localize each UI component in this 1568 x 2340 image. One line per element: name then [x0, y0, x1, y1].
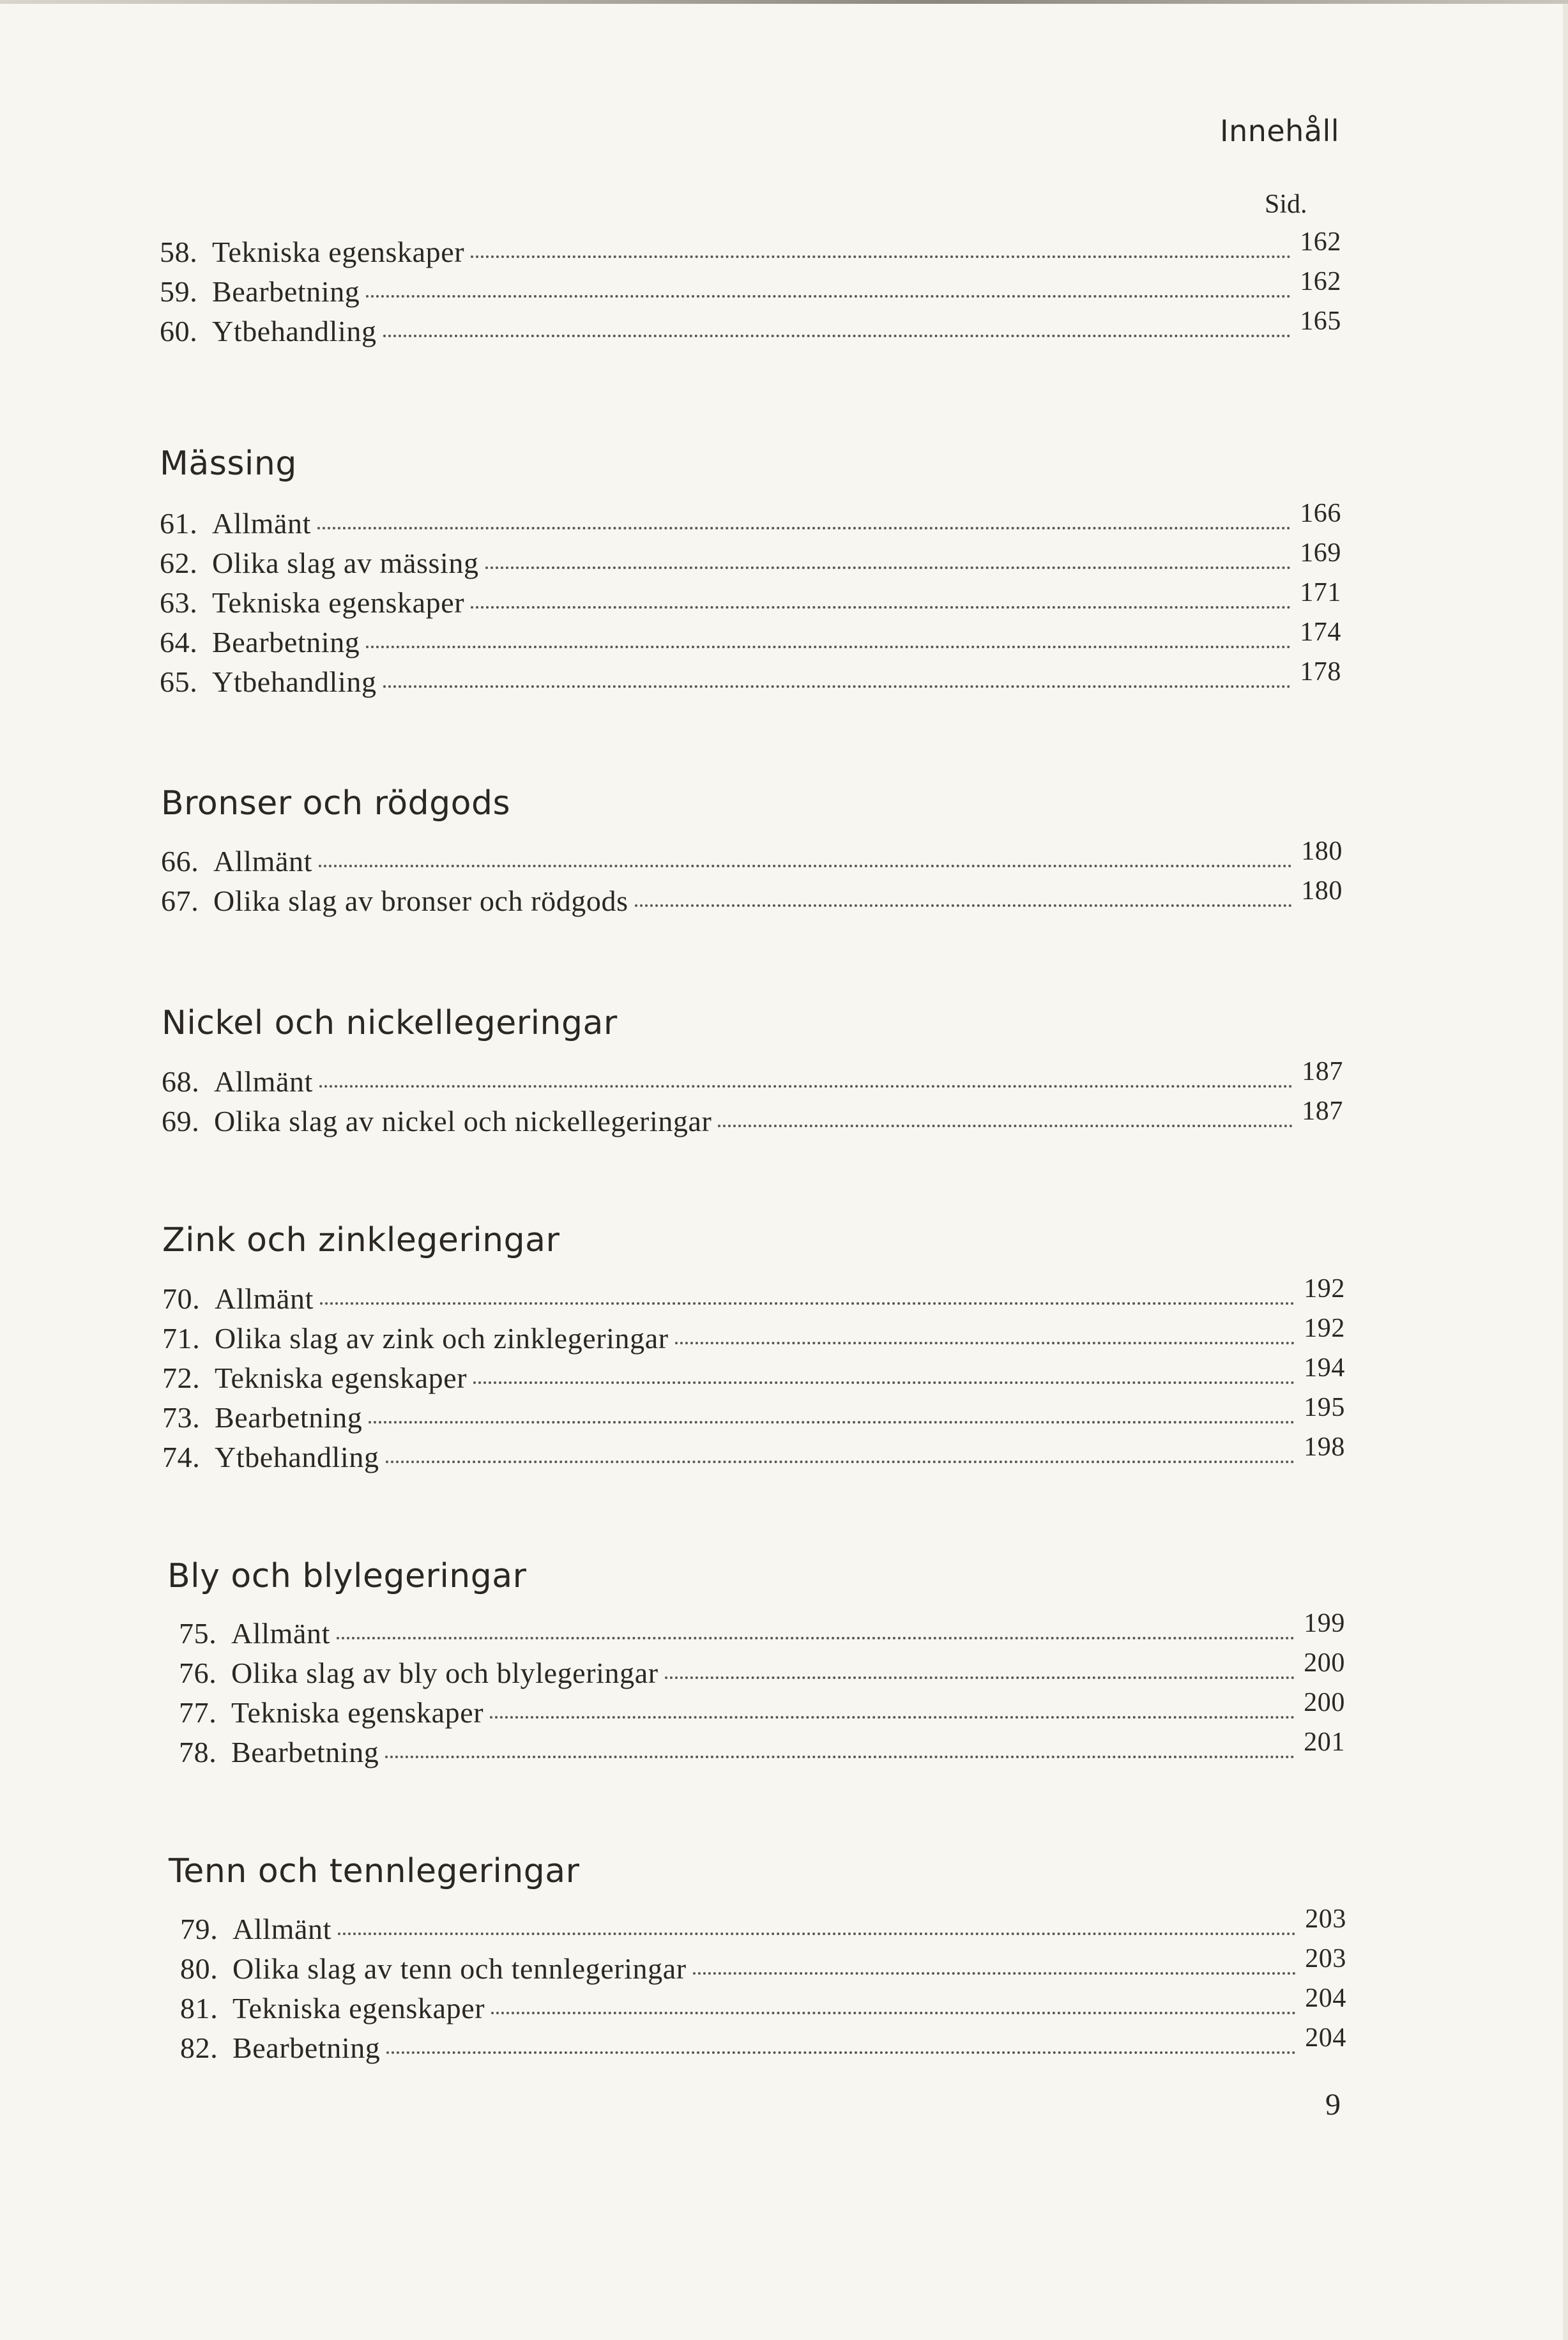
toc-entry[interactable] [179, 1609, 1345, 1656]
entry-page: 162 [1300, 267, 1341, 296]
entry-page: 174 [1300, 618, 1341, 647]
entry-page: 192 [1304, 1314, 1345, 1343]
page-column-label: Sid. [1265, 190, 1307, 219]
dot-leader [338, 1926, 1296, 1935]
entry-page: 204 [1305, 2023, 1346, 2053]
entry-page: 203 [1305, 1944, 1346, 1973]
dot-leader [485, 560, 1291, 569]
entry-title: Allmänt [232, 1913, 331, 1945]
entry-title: Bearbetning [231, 1736, 379, 1768]
section-heading-bronser: Bronser och rödgods [161, 784, 511, 823]
entry-number: 70. [162, 1282, 201, 1315]
section-heading-zink: Zink och zinklegeringar [162, 1221, 560, 1259]
toc-entry[interactable] [162, 1274, 1345, 1321]
toc-entry[interactable] [180, 1984, 1346, 2031]
entry-page: 194 [1304, 1353, 1345, 1383]
entry-number: 64. [160, 626, 198, 658]
toc-entry[interactable] [162, 1097, 1343, 1144]
entry-number: 80. [180, 1952, 218, 1985]
entry-page: 200 [1304, 1688, 1345, 1717]
toc-entry[interactable] [160, 578, 1341, 625]
toc-entry[interactable] [162, 1314, 1345, 1361]
entry-number: 81. [180, 1992, 218, 2025]
toc-entry[interactable] [161, 837, 1343, 884]
dot-leader [320, 1296, 1295, 1305]
toc-entry[interactable] [160, 307, 1341, 354]
dot-leader [471, 600, 1291, 609]
dot-leader [386, 1454, 1295, 1463]
dot-leader [471, 249, 1291, 258]
dot-leader [366, 639, 1291, 648]
entry-title: Allmänt [212, 507, 311, 540]
running-head: Innehåll [1220, 114, 1340, 148]
dot-leader [369, 1415, 1295, 1424]
entry-page: 201 [1304, 1728, 1345, 1757]
dot-leader [675, 1335, 1295, 1344]
page-top-edge [0, 0, 1568, 4]
dot-leader [317, 520, 1291, 529]
entry-number: 79. [180, 1913, 218, 1945]
entry-number: 60. [160, 315, 198, 347]
toc-entry[interactable] [160, 227, 1341, 275]
section-heading-massing: Mässing [160, 444, 297, 483]
entry-page: 187 [1302, 1057, 1343, 1086]
section-heading-tenn: Tenn och tennlegeringar [169, 1852, 580, 1890]
entry-number: 73. [162, 1401, 201, 1434]
toc-entry[interactable] [162, 1057, 1343, 1104]
dot-leader [366, 289, 1291, 298]
entry-page: 198 [1304, 1432, 1345, 1462]
entry-title: Olika slag av zink och zinklegeringar [215, 1322, 669, 1355]
dot-leader [491, 2005, 1296, 2014]
entry-title: Tekniska egenskaper [215, 1362, 468, 1394]
toc-entry[interactable] [162, 1432, 1345, 1480]
entry-number: 82. [180, 2032, 218, 2064]
entry-page: 204 [1305, 1984, 1346, 2013]
dot-leader [383, 679, 1291, 688]
entry-title: Ytbehandling [212, 315, 377, 347]
entry-page: 203 [1305, 1904, 1346, 1934]
dot-leader [490, 1710, 1295, 1719]
entry-title: Bearbetning [215, 1401, 363, 1434]
dot-leader [319, 1079, 1293, 1088]
entry-number: 62. [160, 547, 198, 579]
entry-number: 72. [162, 1362, 201, 1394]
entry-number: 58. [160, 236, 198, 268]
toc-entry[interactable] [180, 1944, 1346, 1991]
entry-title: Allmänt [215, 1282, 314, 1315]
entry-page: 200 [1304, 1648, 1345, 1678]
dot-leader [319, 858, 1292, 867]
entry-number: 59. [160, 275, 198, 308]
entry-number: 71. [162, 1322, 201, 1355]
entry-page: 169 [1300, 538, 1341, 568]
toc-entry[interactable] [162, 1393, 1345, 1440]
dot-leader [693, 1966, 1297, 1975]
toc-entry[interactable] [179, 1688, 1345, 1735]
entry-title: Ytbehandling [212, 665, 377, 698]
section-heading-nickel: Nickel och nickellegeringar [162, 1004, 618, 1042]
entry-number: 74. [162, 1441, 201, 1473]
dot-leader [383, 328, 1291, 337]
entry-number: 61. [160, 507, 198, 540]
entry-number: 66. [161, 845, 199, 878]
toc-entry[interactable] [179, 1728, 1345, 1775]
entry-number: 76. [179, 1657, 217, 1689]
entry-title: Olika slag av bly och blylegeringar [231, 1657, 658, 1689]
entry-page: 180 [1301, 876, 1343, 906]
toc-entry[interactable] [160, 499, 1341, 546]
entry-title: Allmänt [214, 1065, 313, 1098]
entry-number: 65. [160, 665, 198, 698]
toc-entry[interactable] [160, 267, 1341, 314]
page-number: 9 [1325, 2088, 1341, 2122]
dot-leader [635, 898, 1293, 907]
entry-number: 67. [161, 885, 199, 917]
entry-number: 77. [179, 1696, 217, 1729]
entry-title: Tekniska egenskaper [231, 1696, 484, 1729]
dot-leader [337, 1630, 1295, 1639]
entry-title: Allmänt [213, 845, 312, 878]
dot-leader [718, 1118, 1293, 1127]
toc-entry[interactable] [162, 1353, 1345, 1401]
entry-title: Olika slag av mässing [212, 547, 479, 579]
entry-page: 180 [1301, 837, 1343, 866]
toc-entry[interactable] [179, 1648, 1345, 1696]
entry-page: 192 [1304, 1274, 1345, 1303]
entry-title: Olika slag av bronser och rödgods [213, 885, 628, 917]
dot-leader [665, 1670, 1295, 1679]
section-heading-bly: Bly och blylegeringar [167, 1557, 527, 1595]
toc-entry[interactable] [161, 876, 1343, 923]
entry-number: 68. [162, 1065, 200, 1098]
entry-page: 178 [1300, 657, 1341, 687]
entry-title: Bearbetning [212, 275, 360, 308]
toc-entry[interactable] [180, 1904, 1346, 1952]
entry-title: Bearbetning [212, 626, 360, 658]
entry-page: 165 [1300, 307, 1341, 336]
entry-title: Olika slag av tenn och tennlegeringar [232, 1952, 687, 1985]
dot-leader [386, 2045, 1296, 2054]
toc-entry[interactable] [160, 618, 1341, 665]
entry-page: 166 [1300, 499, 1341, 528]
dot-leader [385, 1749, 1295, 1758]
entry-page: 171 [1300, 578, 1341, 607]
entry-number: 69. [162, 1105, 200, 1137]
entry-title: Allmänt [231, 1617, 330, 1650]
entry-title: Tekniska egenskaper [232, 1992, 485, 2025]
entry-number: 75. [179, 1617, 217, 1650]
entry-title: Tekniska egenskaper [212, 236, 465, 268]
dot-leader [473, 1375, 1295, 1384]
toc-entry[interactable] [180, 2023, 1346, 2070]
entry-number: 78. [179, 1736, 217, 1768]
entry-title: Ytbehandling [215, 1441, 379, 1473]
entry-page: 162 [1300, 227, 1341, 257]
entry-title: Olika slag av nickel och nickellegeringar [214, 1105, 712, 1137]
entry-page: 187 [1302, 1097, 1343, 1126]
entry-title: Tekniska egenskaper [212, 586, 465, 619]
entry-page: 195 [1304, 1393, 1345, 1422]
toc-entry[interactable] [160, 538, 1341, 586]
entry-number: 63. [160, 586, 198, 619]
entry-title: Bearbetning [232, 2032, 381, 2064]
toc-entry[interactable] [160, 657, 1341, 704]
entry-page: 199 [1304, 1609, 1345, 1638]
